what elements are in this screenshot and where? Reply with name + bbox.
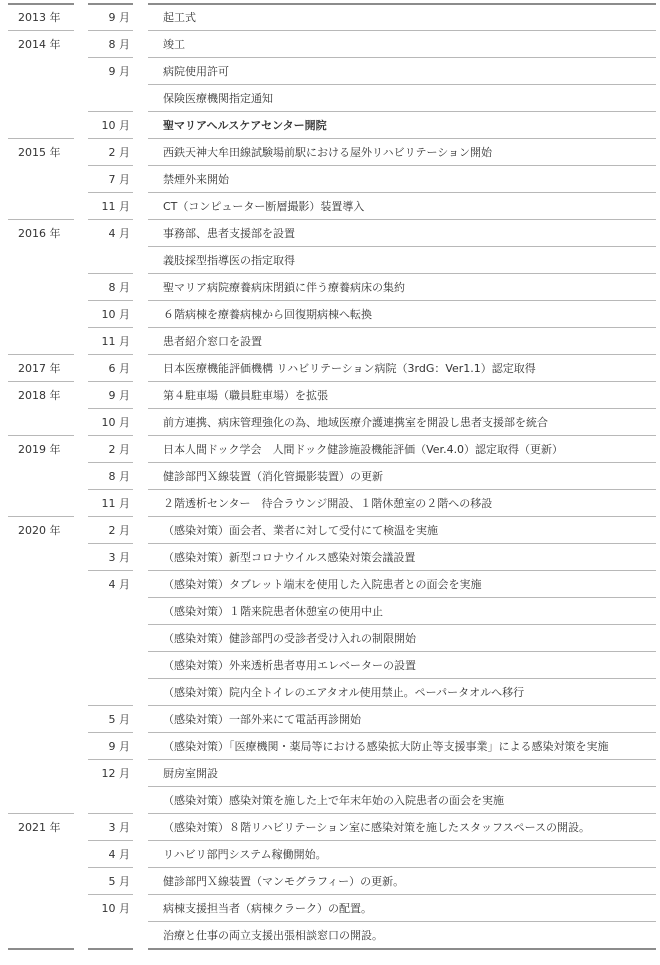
- history-row: [0, 895, 660, 922]
- history-row: [0, 733, 660, 760]
- month-cell: 11 月: [101, 335, 130, 348]
- year-cell: 2017 年: [18, 362, 61, 375]
- history-row: [0, 355, 660, 382]
- event-divider: [148, 948, 656, 950]
- month-cell: 10 月: [101, 902, 130, 915]
- event-cell: 健診部門Ｘ線装置（消化管撮影装置）の更新: [163, 470, 383, 483]
- event-cell: （感染対策）外来透析患者専用エレベーターの設置: [163, 659, 416, 672]
- history-row: [0, 301, 660, 328]
- month-cell: 10 月: [101, 119, 130, 132]
- event-cell: 聖マリア病院療養病床閉鎖に伴う療養病床の集約: [163, 281, 405, 294]
- history-row: [0, 490, 660, 517]
- year-cell: 2016 年: [18, 227, 61, 240]
- history-row: [0, 544, 660, 571]
- event-cell: 厨房室開設: [163, 767, 218, 780]
- event-cell: 竣工: [163, 38, 185, 51]
- history-row: [0, 517, 660, 544]
- event-cell: CT（コンピューター断層撮影）装置導入: [163, 200, 365, 213]
- month-cell: 11 月: [101, 497, 130, 510]
- history-row: [0, 112, 660, 139]
- year-cell: 2015 年: [18, 146, 61, 159]
- history-row: [0, 463, 660, 490]
- event-cell: 病棟支援担当者（病棟クラーク）の配置。: [163, 902, 372, 915]
- event-cell: （感染対策）タブレット端末を使用した入院患者との面会を実施: [163, 578, 482, 591]
- history-row: [0, 139, 660, 166]
- month-cell: 9 月: [108, 11, 130, 24]
- event-cell: （感染対策）感染対策を施した上で年末年始の入院患者の面会を実施: [163, 794, 504, 807]
- event-cell: 治療と仕事の両立支援出張相談窓口の開設。: [163, 929, 383, 942]
- month-cell: 12 月: [101, 767, 130, 780]
- history-row: [0, 760, 660, 787]
- month-cell: 2 月: [108, 146, 130, 159]
- event-cell: 保険医療機関指定通知: [163, 92, 273, 105]
- history-row: [0, 166, 660, 193]
- year-divider: [8, 948, 74, 950]
- year-cell: 2014 年: [18, 38, 61, 51]
- event-cell: 事務部、患者支援部を設置: [163, 227, 295, 240]
- event-cell: （感染対策）「医療機関・薬局等における感染拡大防止等支援事業」による感染対策を実施: [163, 740, 609, 753]
- history-row: [0, 598, 660, 625]
- event-cell: （感染対策）健診部門の受診者受け入れの制限開始: [163, 632, 416, 645]
- history-row: [0, 328, 660, 355]
- event-cell: 日本人間ドック学会 人間ドック健診施設機能評価（Ver.4.0）認定取得（更新）: [163, 443, 564, 456]
- month-cell: 9 月: [108, 740, 130, 753]
- history-row: [0, 922, 660, 949]
- history-row: [0, 787, 660, 814]
- month-cell: 2 月: [108, 443, 130, 456]
- history-row: [0, 706, 660, 733]
- history-row: [0, 247, 660, 274]
- event-cell: 西鉄天神大牟田線試験場前駅における屋外リハビリテーション開始: [163, 146, 493, 159]
- history-row: [0, 409, 660, 436]
- event-cell: （感染対策）新型コロナウイルス感染対策会議設置: [163, 551, 416, 564]
- month-cell: 2 月: [108, 524, 130, 537]
- month-cell: 5 月: [108, 713, 130, 726]
- history-row: [0, 58, 660, 85]
- event-cell: （感染対策）面会者、業者に対して受付にて検温を実施: [163, 524, 438, 537]
- month-cell: 6 月: [108, 362, 130, 375]
- history-row: [0, 571, 660, 598]
- history-row: [0, 220, 660, 247]
- event-cell: （感染対策）１階来院患者休憩室の使用中止: [163, 605, 383, 618]
- history-row: [0, 85, 660, 112]
- year-cell: 2019 年: [18, 443, 61, 456]
- history-row: [0, 625, 660, 652]
- month-cell: 8 月: [108, 470, 130, 483]
- month-cell: 3 月: [108, 551, 130, 564]
- event-cell: （感染対策）８階リハビリテーション室に感染対策を施したスタッフスペースの開設。: [163, 821, 591, 834]
- event-cell: リハビリ部門システム稼働開始。: [163, 848, 327, 861]
- history-row: [0, 193, 660, 220]
- month-cell: 7 月: [108, 173, 130, 186]
- month-cell: 4 月: [108, 578, 130, 591]
- month-cell: 10 月: [101, 308, 130, 321]
- history-row: [0, 679, 660, 706]
- history-row: [0, 841, 660, 868]
- month-cell: 11 月: [101, 200, 130, 213]
- history-row: [0, 814, 660, 841]
- year-cell: 2020 年: [18, 524, 61, 537]
- event-cell: 聖マリアヘルスケアセンター開院: [163, 119, 327, 132]
- history-row: [0, 274, 660, 301]
- month-cell: 8 月: [108, 281, 130, 294]
- event-cell: 禁煙外来開始: [163, 173, 229, 186]
- month-cell: 4 月: [108, 227, 130, 240]
- event-cell: ２階透析センター 待合ラウンジ開設、１階休憩室の２階への移設: [163, 497, 493, 510]
- event-cell: 健診部門Ｘ線装置（マンモグラフィー）の更新。: [163, 875, 405, 888]
- month-cell: 8 月: [108, 38, 130, 51]
- event-cell: （感染対策）院内全トイレのエアタオル使用禁止。ペーパータオルへ移行: [163, 686, 525, 699]
- month-cell: 9 月: [108, 65, 130, 78]
- history-row: [0, 436, 660, 463]
- event-cell: 起工式: [163, 11, 196, 24]
- month-divider: [88, 948, 133, 950]
- history-row: [0, 652, 660, 679]
- year-cell: 2018 年: [18, 389, 61, 402]
- month-cell: 10 月: [101, 416, 130, 429]
- event-cell: 第４駐車場（職員駐車場）を拡張: [163, 389, 328, 402]
- event-cell: 患者紹介窓口を設置: [163, 335, 262, 348]
- history-row: [0, 868, 660, 895]
- event-cell: ６階病棟を療養病棟から回復期病棟へ転換: [163, 308, 372, 321]
- year-cell: 2013 年: [18, 11, 61, 24]
- event-cell: 前方連携、病床管理強化の為、地域医療介護連携室を開設し患者支援部を統合: [163, 416, 548, 429]
- month-cell: 5 月: [108, 875, 130, 888]
- year-cell: 2021 年: [18, 821, 61, 834]
- event-cell: 日本医療機能評価機構 リハビリテーション病院（3rdG：Ver1.1）認定取得: [163, 362, 536, 375]
- event-cell: （感染対策）一部外来にて電話再診開始: [163, 713, 361, 726]
- event-cell: 病院使用許可: [163, 65, 229, 78]
- history-row: [0, 31, 660, 58]
- month-cell: 4 月: [108, 848, 130, 861]
- event-cell: 義肢採型指導医の指定取得: [163, 254, 295, 267]
- month-cell: 3 月: [108, 821, 130, 834]
- month-cell: 9 月: [108, 389, 130, 402]
- history-row: [0, 382, 660, 409]
- history-row: [0, 4, 660, 31]
